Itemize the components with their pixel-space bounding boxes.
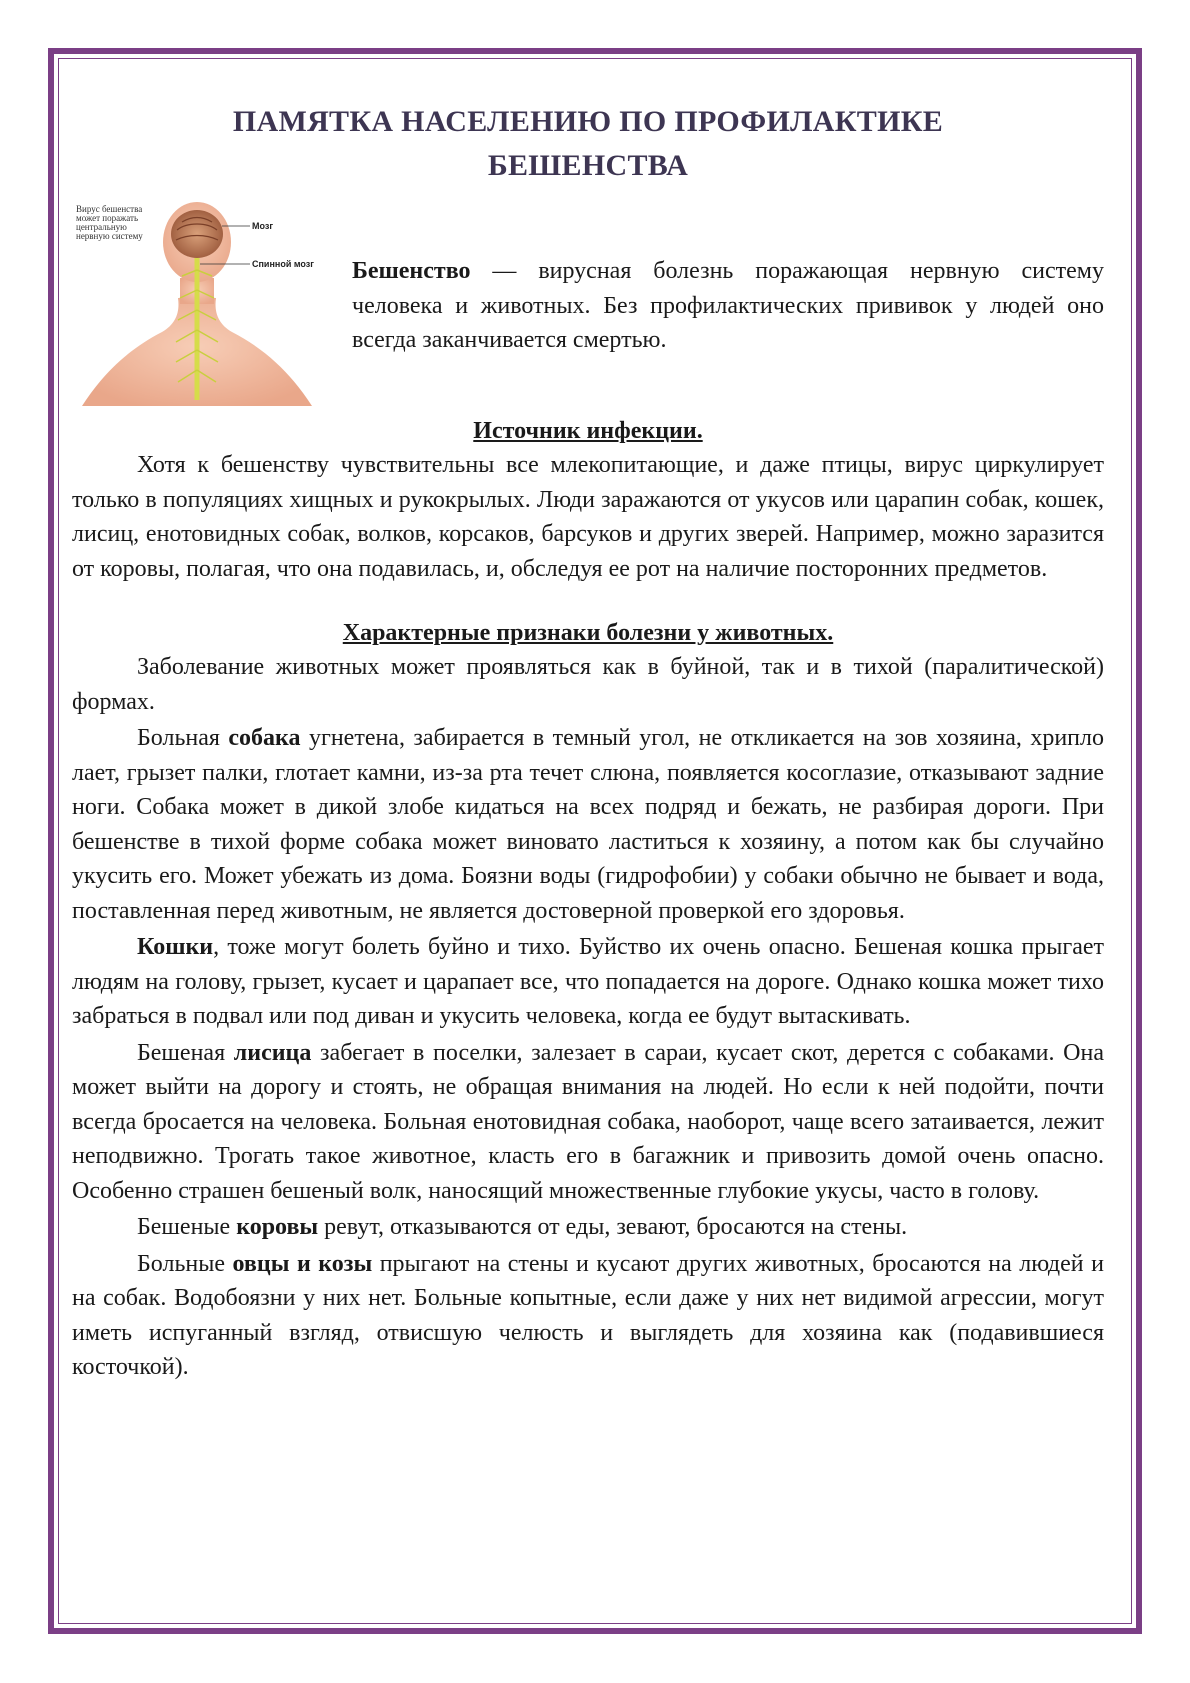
section-heading-infection-source: Источник инфекции. (473, 418, 703, 444)
intro-paragraph (352, 254, 1104, 358)
intro-term: Бешенство (352, 258, 471, 284)
figure-caption: Вирус бешенства может поражать центральную нервную систему (76, 204, 143, 241)
section-heading-symptoms: Характерные признаки болезни у животных. (342, 620, 834, 646)
term-cows: коровы (236, 1214, 319, 1240)
term-sheep-goats: овцы и козы (232, 1250, 373, 1277)
title-line-1: ПАМЯТКА НАСЕЛЕНИЮ ПО ПРОФИЛАКТИКЕ (232, 105, 944, 138)
term-dog: собака (228, 725, 301, 751)
paragraph-fox: Бешеная лисица забегает в поселки, залезает в сараи, кусает скот, дерется с собаками. Она может выйти на дорогу и стоять, не обращая внимания на людей. Но если к ней подойти, почти всегда бросается на человека. Больная енотовидная собака, наоборот, чаще всего затаивается, лежит неподвижно. Трогать такое животное, класть его в багажник и привозить домой очень опасно. Особенно страшен бешеный волк, наносящий множественные глубокие укусы, часто в голову. (72, 1039, 1104, 1204)
paragraph-infection-source: Хотя к бешенству чувствительны все млекопитающие, и даже птицы, вирус циркулирует только в популяциях хищных и рукокрылых. Люди заражаются от укусов или царапин собак, кошек, лисиц, енотовидных собак, волков, корсаков, барсуков и других зверей. Например, можно заразится от коровы, полагая, что она подавилась, и, обследуя ее рот на наличие посторонних предметов. (72, 452, 1104, 582)
intro-block (72, 196, 1104, 414)
document-title (72, 100, 1104, 188)
spine-anatomy-illustration (72, 200, 322, 406)
paragraph-cats: Кошки, тоже могут болеть буйно и тихо. Буйство их очень опасно. Бешеная кошка прыгает людям на голову, грызет, кусает и царапает все, что попадается на дороге. Однако кошка может тихо забраться в подвал или под диван и укусить человека, когда ее будут вытаскивать. (72, 934, 1104, 1029)
paragraph-forms: Заболевание животных может проявляться как в буйной, так и в тихой (паралитической) формах. (72, 654, 1104, 715)
term-fox: лисица (233, 1039, 312, 1066)
title-line-2: БЕШЕНСТВА (487, 149, 689, 182)
paragraph-cows: Бешеные коровы ревут, отказываются от еды, зевают, бросаются на стены. (137, 1214, 908, 1240)
paragraph-sheep-goats: Больные овцы и козы прыгают на стены и кусают других животных, бросаются на людей и на собак. Водобоязни у них нет. Больные копытные, если даже у них нет видимой агрессии, могут иметь испуганный взгляд, отвисшую челюсть и выглядеть для хозяина как (подавившиеся косточкой). (72, 1250, 1104, 1380)
label-spinal-cord: Спинной мозг (252, 259, 315, 269)
intro-definition: — вирусная болезнь поражающая нервную систему человека и животных. Без профилактических прививок у людей оно всегда заканчивается смертью. (352, 258, 1104, 353)
document-body (72, 100, 1104, 1385)
paragraph-dog: Больная собака угнетена, забирается в темный угол, не откликается на зов хозяина, хрипло лает, грызет палки, глотает камни, из-за рта течет слюна, появляется косоглазие, отказывают задние ноги. Собака может в дикой злобе кидаться на всех подряд и бежать, не разбирая дороги. При бешенстве в тихой форме собака может виновато ластиться к хозяину, а потом как бы случайно укусить его. Может убежать из дома. Боязни воды (гидрофобии) у собаки обычно не бывает и вода, поставленная перед животным, не является достоверной проверкой его здоровья. (72, 725, 1104, 924)
label-brain: Мозг (252, 221, 274, 231)
term-cats: Кошки (137, 934, 214, 960)
